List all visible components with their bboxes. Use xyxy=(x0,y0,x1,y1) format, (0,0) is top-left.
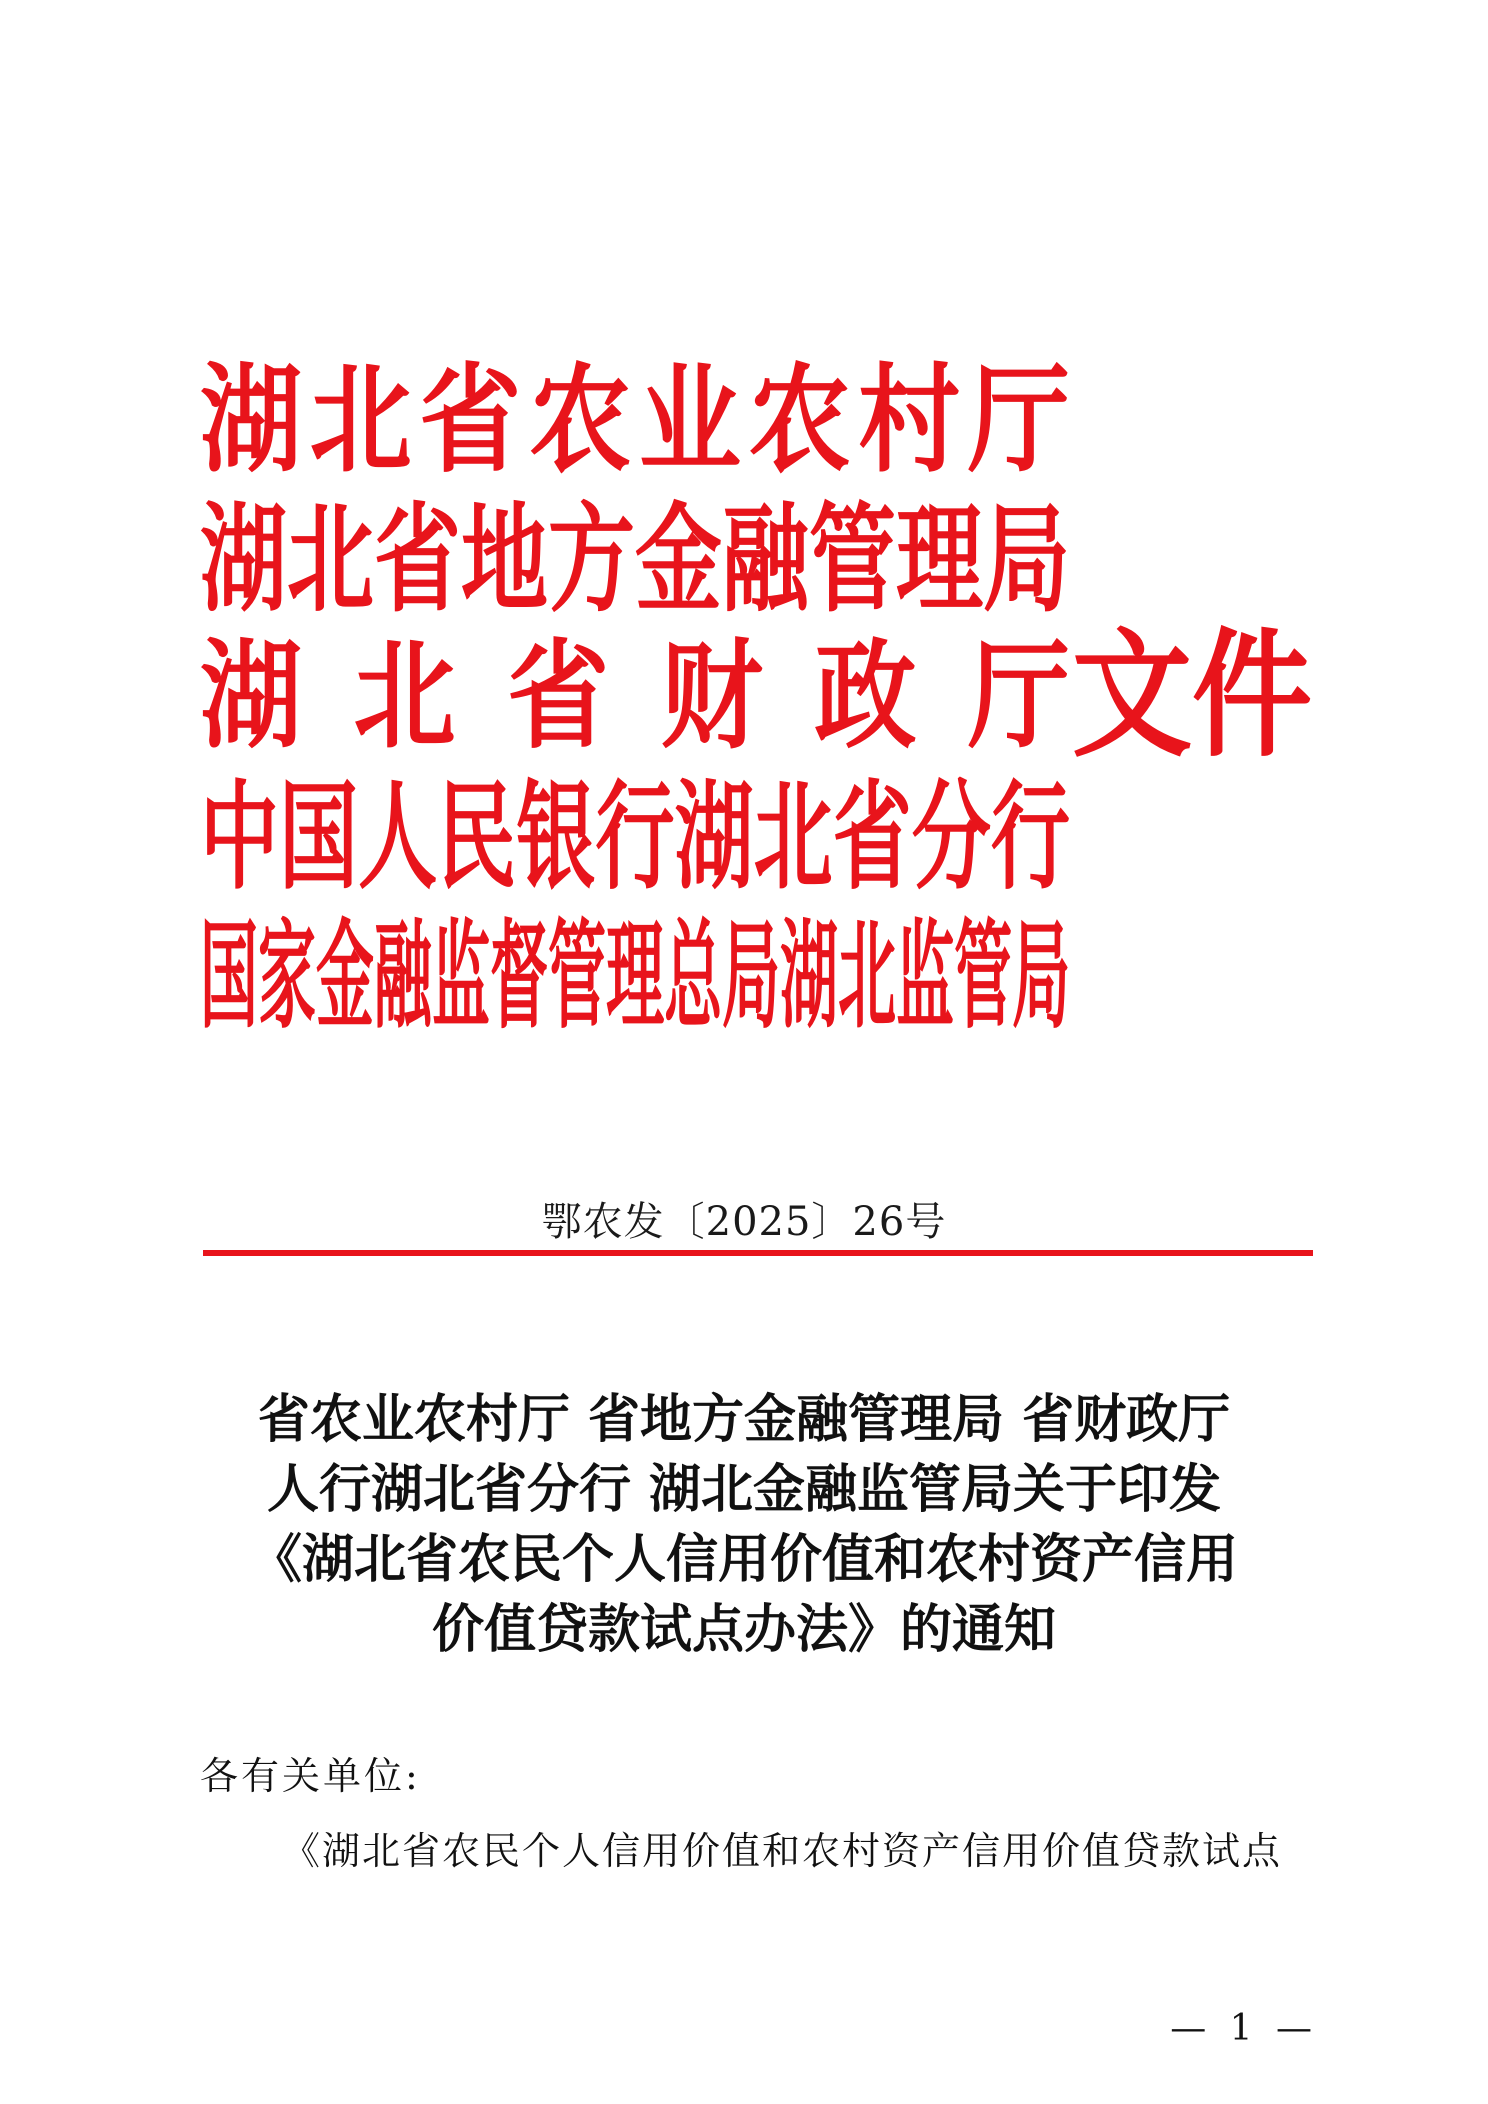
document-type-label: 文件 xyxy=(1072,614,1312,777)
body-paragraph: 《湖北省农民个人信用价值和农村资产信用价值贷款试点 xyxy=(282,1829,1283,1873)
issuer-char: 融 xyxy=(374,907,433,1045)
issuer-char: 湖 xyxy=(780,907,839,1045)
issuer-line xyxy=(200,834,1070,1117)
issuer-char: 国 xyxy=(279,766,359,906)
issuer-char: 省 xyxy=(832,766,912,906)
issuer-char: 北 xyxy=(753,766,833,906)
salutation: 各有关单位: xyxy=(200,1754,421,1798)
issuer-name xyxy=(200,488,1070,628)
issuer-char: 北 xyxy=(353,627,456,765)
issuer-char: 民 xyxy=(437,766,517,906)
issuer-char: 理 xyxy=(606,907,665,1045)
issuer-char: 管 xyxy=(954,907,1013,1045)
issuer-char: 农 xyxy=(748,351,851,489)
issuer-char: 家 xyxy=(258,907,317,1045)
issuer-char: 湖 xyxy=(200,351,302,489)
issuer-header xyxy=(200,350,1320,1050)
page-number: — 1 — xyxy=(1170,2008,1318,2049)
issuer-char: 金 xyxy=(316,907,375,1045)
issuer-char: 政 xyxy=(814,627,917,765)
issuer-char: 北 xyxy=(838,907,897,1045)
issuer-char: 监 xyxy=(432,907,491,1045)
issuer-char: 中 xyxy=(200,766,279,906)
issuer-char: 北 xyxy=(287,488,374,628)
issuer-char: 行 xyxy=(595,766,675,906)
issuer-char: 湖 xyxy=(674,766,754,906)
title-line: 价值贷款试点办法》的通知 xyxy=(431,1599,1056,1660)
issuer-char: 督 xyxy=(490,907,549,1045)
issuer-char: 农 xyxy=(529,351,632,489)
issuer-char: 湖 xyxy=(200,627,302,765)
issuer-name xyxy=(200,351,1070,489)
issuer-char: 财 xyxy=(660,627,763,765)
issuer-char: 北 xyxy=(309,351,412,489)
issuer-char: 人 xyxy=(358,766,438,906)
issuer-char: 厅 xyxy=(967,627,1070,765)
issuer-name xyxy=(200,907,1071,1045)
issuer-char: 省 xyxy=(419,351,522,489)
issuer-char: 分 xyxy=(911,766,991,906)
issuer-char: 村 xyxy=(858,351,961,489)
issuer-char: 融 xyxy=(722,488,809,628)
issuer-char: 省 xyxy=(374,488,461,628)
issuer-char: 国 xyxy=(200,907,259,1045)
issuer-char: 银 xyxy=(516,766,596,906)
issuer-char: 局 xyxy=(983,488,1070,628)
issuer-char: 省 xyxy=(507,627,610,765)
issuer-char: 理 xyxy=(896,488,983,628)
issuer-char: 行 xyxy=(990,766,1070,906)
issuer-char: 局 xyxy=(722,907,781,1045)
issuer-char: 局 xyxy=(1012,907,1071,1045)
issuer-char: 湖 xyxy=(200,488,287,628)
issuer-char: 方 xyxy=(548,488,635,628)
issuer-char: 管 xyxy=(809,488,896,628)
issuer-char: 管 xyxy=(548,907,607,1045)
issuer-char: 地 xyxy=(461,488,548,628)
document-title xyxy=(150,1385,1338,1665)
issuer-char: 厅 xyxy=(967,351,1070,489)
issuer-char: 监 xyxy=(896,907,955,1045)
red-divider xyxy=(203,1250,1313,1256)
issuer-char: 总 xyxy=(664,907,723,1045)
issuer-char: 金 xyxy=(635,488,722,628)
issuer-char: 业 xyxy=(638,351,741,489)
title-line: 省农业农村厅 省地方金融管理局 省财政厅 xyxy=(257,1389,1231,1450)
title-line: 人行湖北省分行 湖北金融监管局关于印发 xyxy=(266,1459,1222,1520)
title-line: 《湖北省农民个人信用价值和农村资产信用 xyxy=(249,1529,1238,1590)
document-number: 鄂农发〔2025〕26号 xyxy=(541,1199,947,1245)
